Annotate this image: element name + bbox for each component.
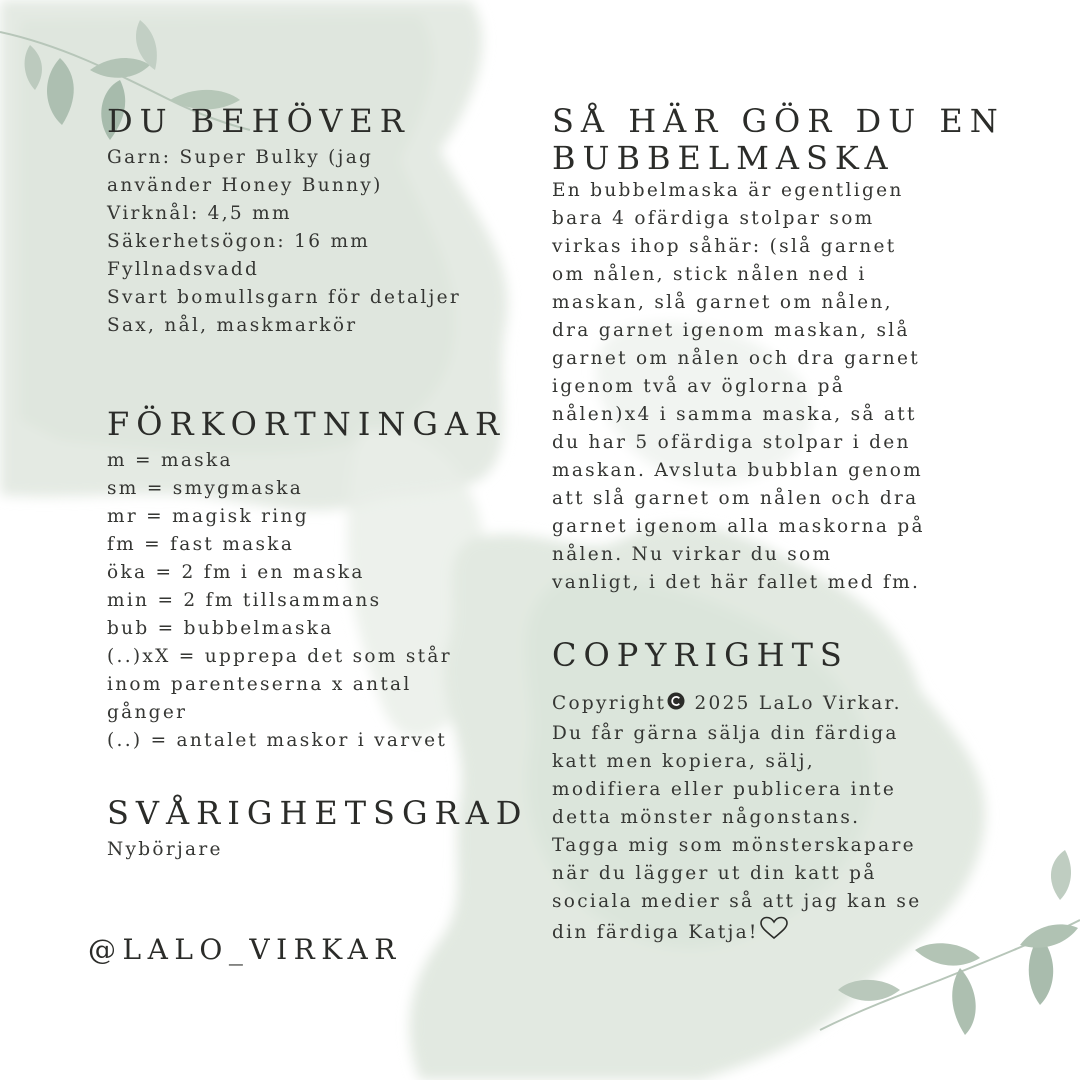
needs-section (107, 103, 461, 340)
instruction-line: du har 5 ofärdiga stolpar i den (552, 432, 911, 453)
abbreviation-item: sm = smygmaska (107, 478, 304, 499)
bubble-stitch-heading (552, 103, 1005, 177)
abbreviation-item: fm = fast maska (107, 534, 295, 555)
copyright-closing: din färdiga Katja! (552, 922, 759, 943)
abbreviation-item: min = 2 fm tillsammans (107, 590, 382, 611)
instagram-handle: @LALO_VIRKAR (88, 933, 402, 966)
copyright-line: katt men kopiera, sälj, (552, 751, 815, 772)
abbreviation-item: m = maska (107, 450, 233, 471)
copyright-year-owner: 2025 LaLo Virkar. (694, 693, 902, 714)
copyright-last-line (552, 916, 921, 949)
instruction-line: nålen. Nu virkar du som (552, 544, 833, 565)
instruction-line: maskan, slå garnet om nålen, (552, 292, 893, 313)
copyright-word: Copyright (552, 693, 667, 714)
copyright-icon (666, 691, 686, 720)
instruction-line: garnet igenom alla maskorna på (552, 516, 925, 537)
instruction-line: bara 4 ofärdiga stolpar som (552, 208, 875, 229)
instruction-line: dra garnet igenom maskan, slå (552, 320, 910, 341)
abbreviation-item: (..)xX = upprepa det som står (107, 646, 452, 667)
needs-item: använder Honey Bunny) (107, 175, 383, 196)
difficulty-heading: SVÅRIGHETSGRAD (107, 794, 529, 832)
needs-heading: DU BEHÖVER (107, 102, 411, 140)
copyright-heading: COPYRIGHTS (552, 636, 849, 674)
instruction-line: garnet om nålen och dra garnet (552, 348, 920, 369)
copyright-first-line (552, 690, 921, 720)
instruction-line: virkas ihop såhär: (slå garnet (552, 236, 897, 257)
copyright-line: detta mönster någonstans. (552, 807, 861, 828)
instruction-line: nålen)x4 i samma maska, så att (552, 404, 917, 425)
copyright-line: Tagga mig som mönsterskapare (552, 835, 916, 856)
abbreviation-item: inom parenteserna x antal (107, 674, 412, 695)
abbreviations-section (107, 406, 506, 755)
instruction-line: om nålen, stick nålen ned i (552, 264, 867, 285)
copyright-line: när du lägger ut din katt på (552, 863, 877, 884)
copyright-line: sociala medier så att jag kan se (552, 891, 922, 912)
abbreviation-item: mr = magisk ring (107, 506, 309, 527)
difficulty-section (107, 795, 528, 864)
needs-item: Säkerhetsögon: 16 mm (107, 231, 371, 252)
bubble-stitch-heading-line1: SÅ HÄR GÖR DU EN (552, 102, 1005, 140)
needs-item: Svart bomullsgarn för detaljer (107, 287, 461, 308)
instruction-line: maskan. Avsluta bubblan genom (552, 460, 923, 481)
abbreviations-heading: FÖRKORTNINGAR (107, 405, 507, 443)
copyright-line: Du får gärna sälja din färdiga (552, 723, 899, 744)
instruction-line: att slå garnet om nålen och dra (552, 488, 919, 509)
instruction-line: vanligt, i det här fallet med fm. (552, 572, 921, 593)
instruction-line: igenom två av öglorna på (552, 376, 846, 397)
needs-item: Garn: Super Bulky (jag (107, 147, 374, 168)
abbreviation-item: (..) = antalet maskor i varvet (107, 730, 448, 751)
copyright-text (552, 690, 921, 949)
needs-item: Fyllnadsvadd (107, 259, 260, 280)
bubble-stitch-section (552, 103, 1005, 597)
needs-item: Sax, nål, maskmarkör (107, 315, 358, 336)
copyright-line: modifiera eller publicera inte (552, 779, 897, 800)
abbreviation-item: öka = 2 fm i en maska (107, 562, 365, 583)
abbreviation-item: gånger (107, 702, 188, 723)
copyright-section (552, 637, 921, 949)
bubble-stitch-instructions (552, 177, 1005, 597)
needs-list (107, 144, 461, 340)
heart-outline-icon (759, 916, 789, 949)
bubble-stitch-heading-line2: BUBBELMASKA (552, 139, 895, 177)
abbreviations-list (107, 447, 506, 755)
instruction-line: En bubbelmaska är egentligen (552, 180, 904, 201)
difficulty-value: Nybörjare (107, 839, 223, 860)
needs-item: Virknål: 4,5 mm (107, 203, 292, 224)
abbreviation-item: bub = bubbelmaska (107, 618, 334, 639)
